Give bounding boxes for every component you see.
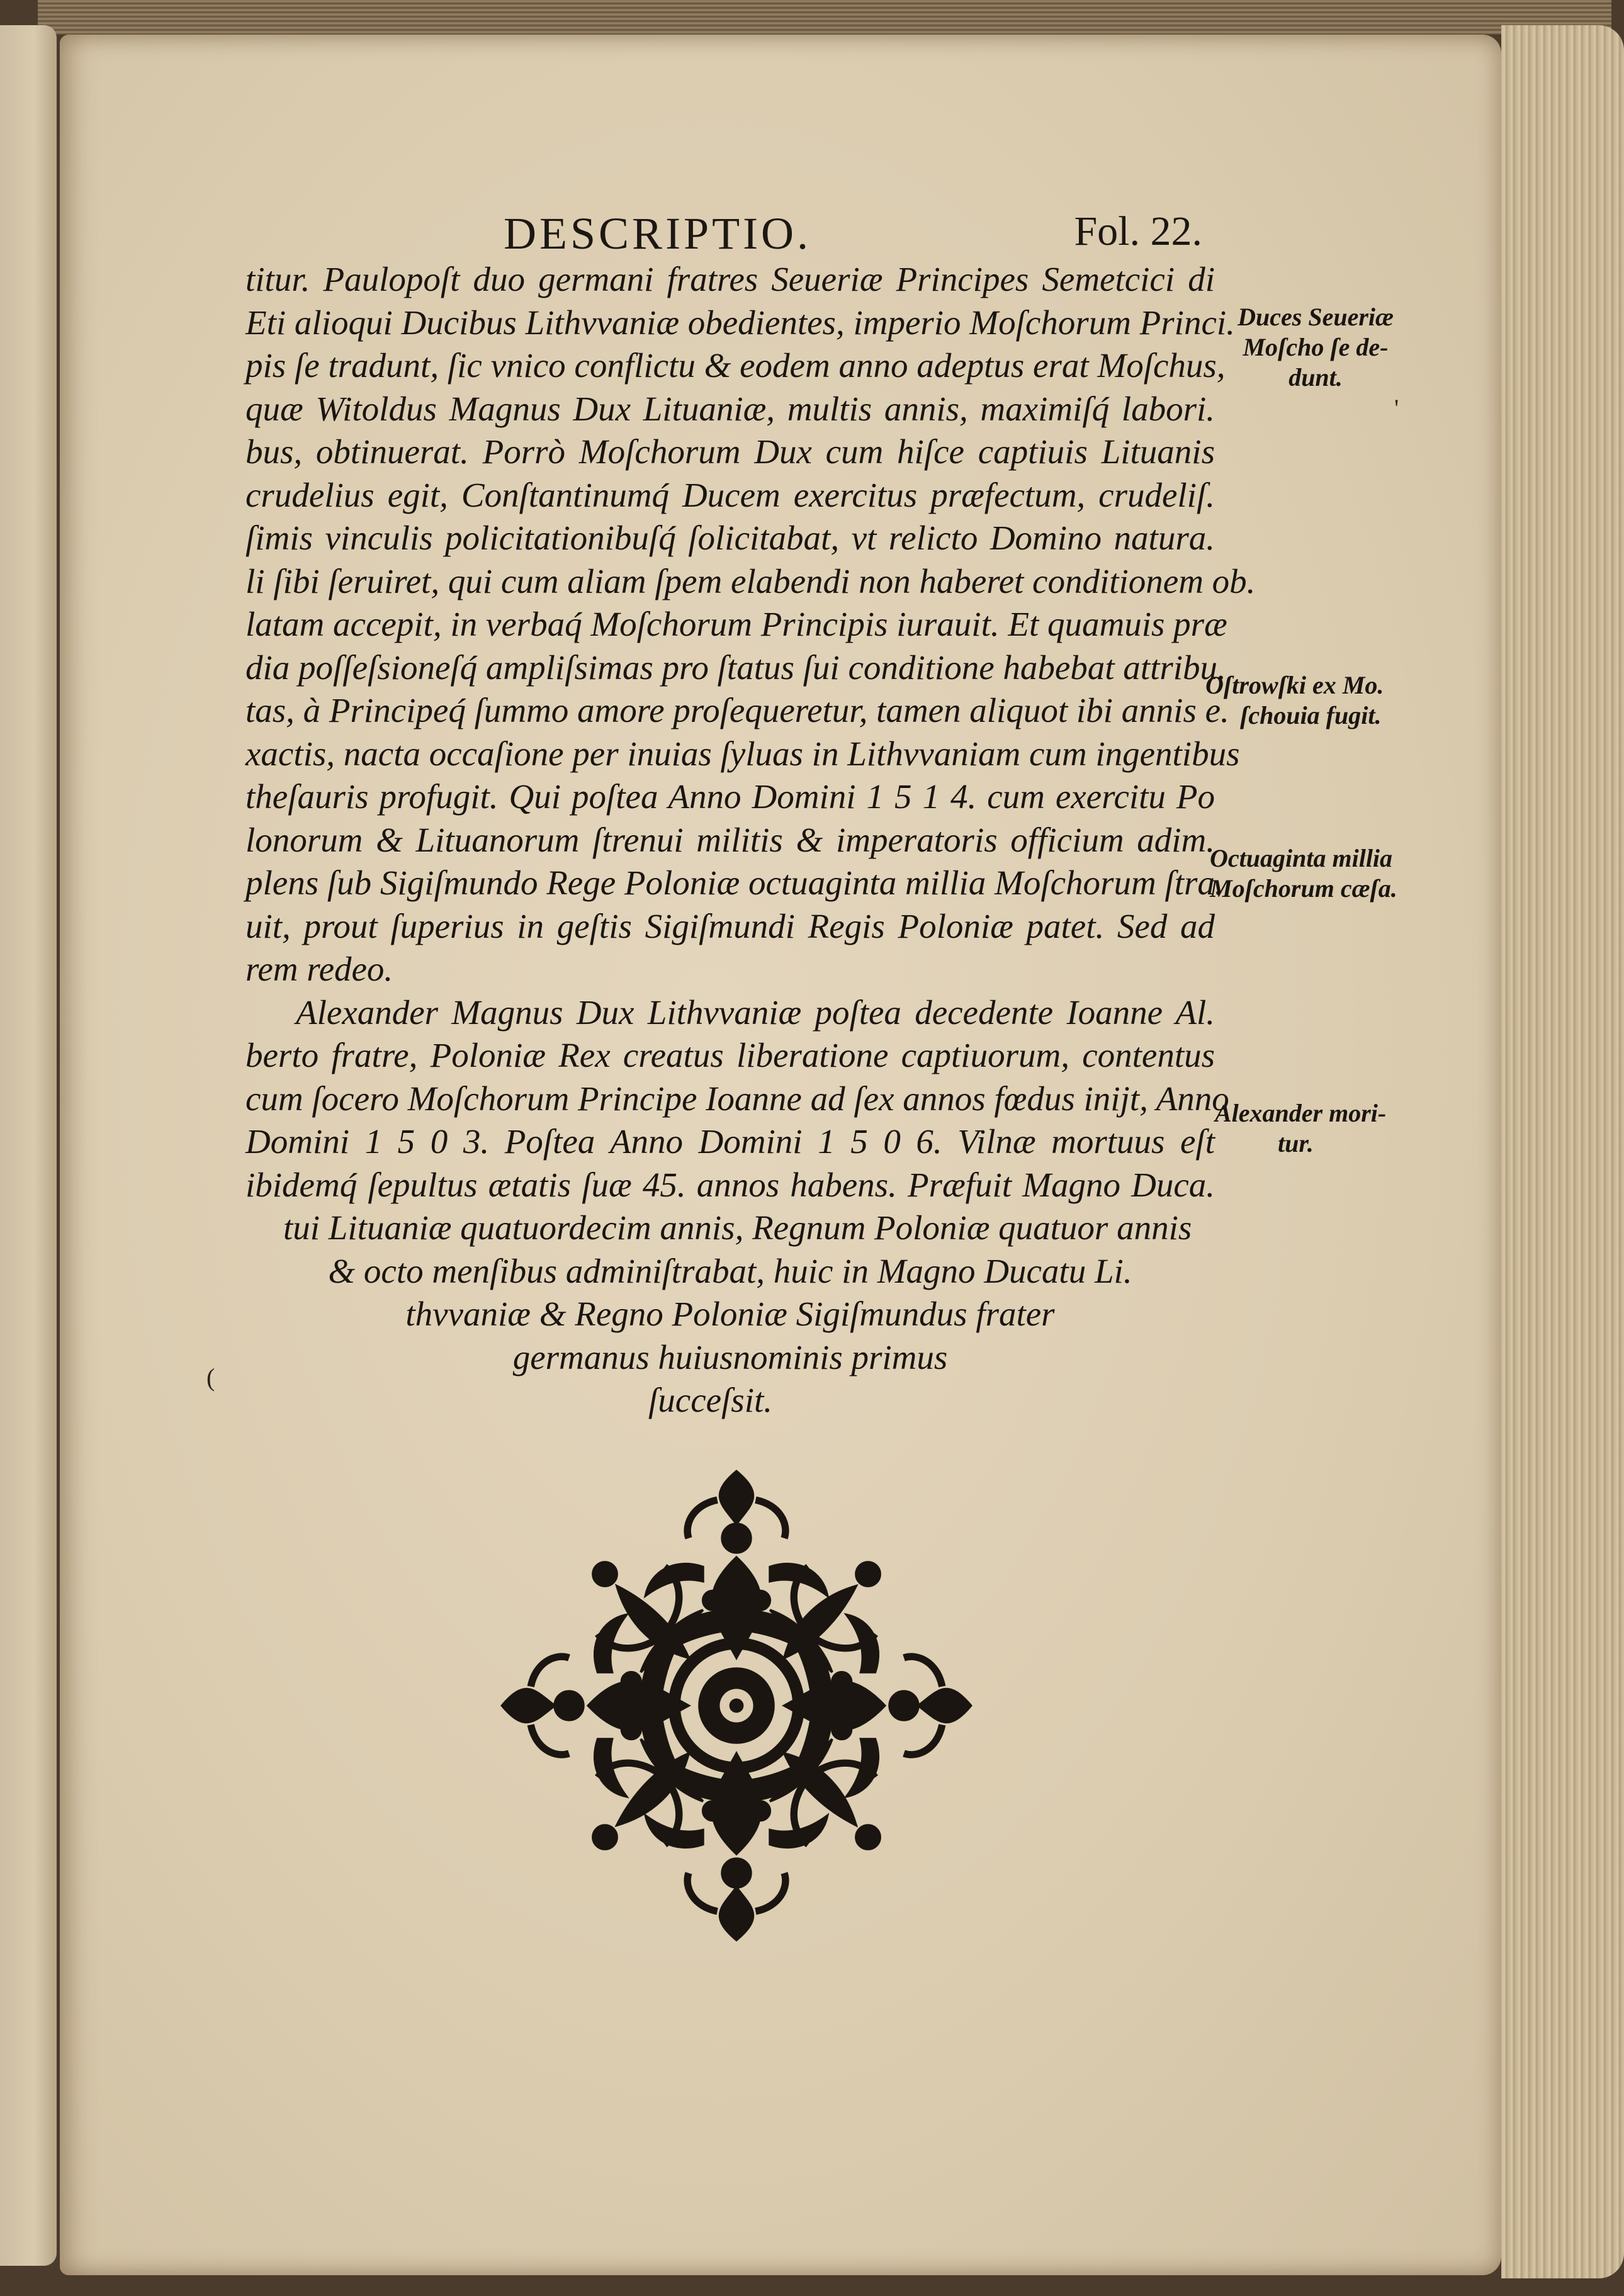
book-top-edge [38,0,1611,35]
text-line: crudelius egit, Conſtantinumq́ Ducem exercitus præfectum, crudeliſ. [245,475,1215,514]
margin-note-line: Moſcho ſe de- [1243,333,1389,361]
text-line: titur. Paulopoſt duo germani fratres Seueriæ Principes Semetcici di [245,260,1215,298]
margin-note [1221,302,1410,393]
text-line: rem redeo. [245,950,393,988]
margin-note [1215,1098,1386,1159]
text-line: lonorum & Lituanorum ſtrenui militis & imperatoris officium adim. [245,820,1215,859]
margin-note [1205,670,1384,731]
margin-note-line: dunt. [1288,363,1343,391]
text-line: latam accepit, in verbaq́ Moſchorum Principis iurauit. Et quamuis præ [245,605,1227,643]
margin-note-line: tur. [1278,1129,1314,1157]
margin-note-line: ſchouia fugit. [1240,701,1382,729]
text-line: tui Lituaniæ quatuordecim annis, Regnum Poloniæ quatuor annis [283,1208,1192,1247]
text-line: ſimis vinculis policitationibuſq́ ſolicitabat, vt relicto Domino natura. [245,519,1215,557]
text-line: cum ſocero Moſchorum Principe Ioanne ad ſex annos fœdus inijt, Anno [245,1079,1229,1118]
text-line: ibidemq́ ſepultus ætatis ſuæ 45. annos habens. Præfuit Magno Duca. [245,1165,1215,1204]
folio-number: Fol. 22. [1074,208,1202,254]
stray-mark: ' [1394,394,1399,422]
text-line: plens ſub Sigiſmundo Rege Poloniæ octuaginta millia Moſchorum ſtra. [245,864,1224,902]
stray-mark: ( [206,1363,215,1392]
main-text [245,258,1256,1422]
text-line: Alexander Magnus Dux Lithvvaniæ poſtea decedente Ioanne Al. [296,993,1215,1032]
text-line: quæ Witoldus Magnus Dux Lituaniæ, multis annis, maximiſq́ labori. [245,389,1215,428]
fleuron-ornament [497,1466,976,1945]
text-line: theſauris profugit. Qui poſtea Anno Domini 1 5 1 4. cum exercitu Po [245,777,1215,816]
text-line: germanus huiusnominis primus [512,1337,948,1376]
text-line: Domini 1 5 0 3. Poſtea Anno Domini 1 5 0 6. Vilnæ mortuus eſt [245,1122,1215,1161]
margin-note-line: Duces Seueriæ [1238,303,1394,331]
previous-page-edge [0,25,57,2266]
text-line: & octo menſibus adminiſtrabat, huic in Magno Ducatu Li. [328,1251,1132,1290]
running-head: DESCRIPTIO. [504,208,812,259]
margin-note-line: Alexander mori- [1215,1099,1387,1127]
text-line: bus, obtinuerat. Porrò Moſchorum Dux cum hiſce captiuis Lituanis [245,432,1215,471]
margin-note [1210,843,1397,904]
text-line: Eti alioqui Ducibus Lithvvaniæ obedientes, imperio Moſchorum Princi. [245,303,1235,342]
margin-note-line: Moſchorum cæſa. [1210,874,1397,903]
text-line: pis ſe tradunt, ſic vnico conflictu & eodem anno adeptus erat Moſchus, [245,346,1226,385]
margin-note-line: Octuaginta millia [1210,844,1393,872]
text-line: li ſibi ſeruiret, qui cum aliam ſpem elabendi non haberet conditionem ob. [245,561,1256,600]
text-line: ſucceſsit. [648,1381,773,1419]
margin-note-line: Oſtrowſki ex Mo. [1205,671,1384,699]
text-line: xactis, nacta occaſione per inuias ſyluas in Lithvvaniam cum ingentibus [245,734,1240,773]
page-block-edges [1501,25,1624,2278]
text-line: tas, à Principeq́ ſummo amore proſequeretur, tamen aliquot ibi annis e. [245,691,1229,729]
text-line: dia poſſeſsioneſq́ ampliſsimas pro ſtatus ſui conditione habebat attribu. [245,648,1226,687]
text-line: berto fratre, Poloniæ Rex creatus liberatione captiuorum, contentus [245,1036,1215,1074]
text-line: uit, prout ſuperius in geſtis Sigiſmundi Regis Poloniæ patet. Sed ad [245,906,1215,945]
text-line: thvvaniæ & Regno Poloniæ Sigiſmundus frater [405,1295,1055,1333]
